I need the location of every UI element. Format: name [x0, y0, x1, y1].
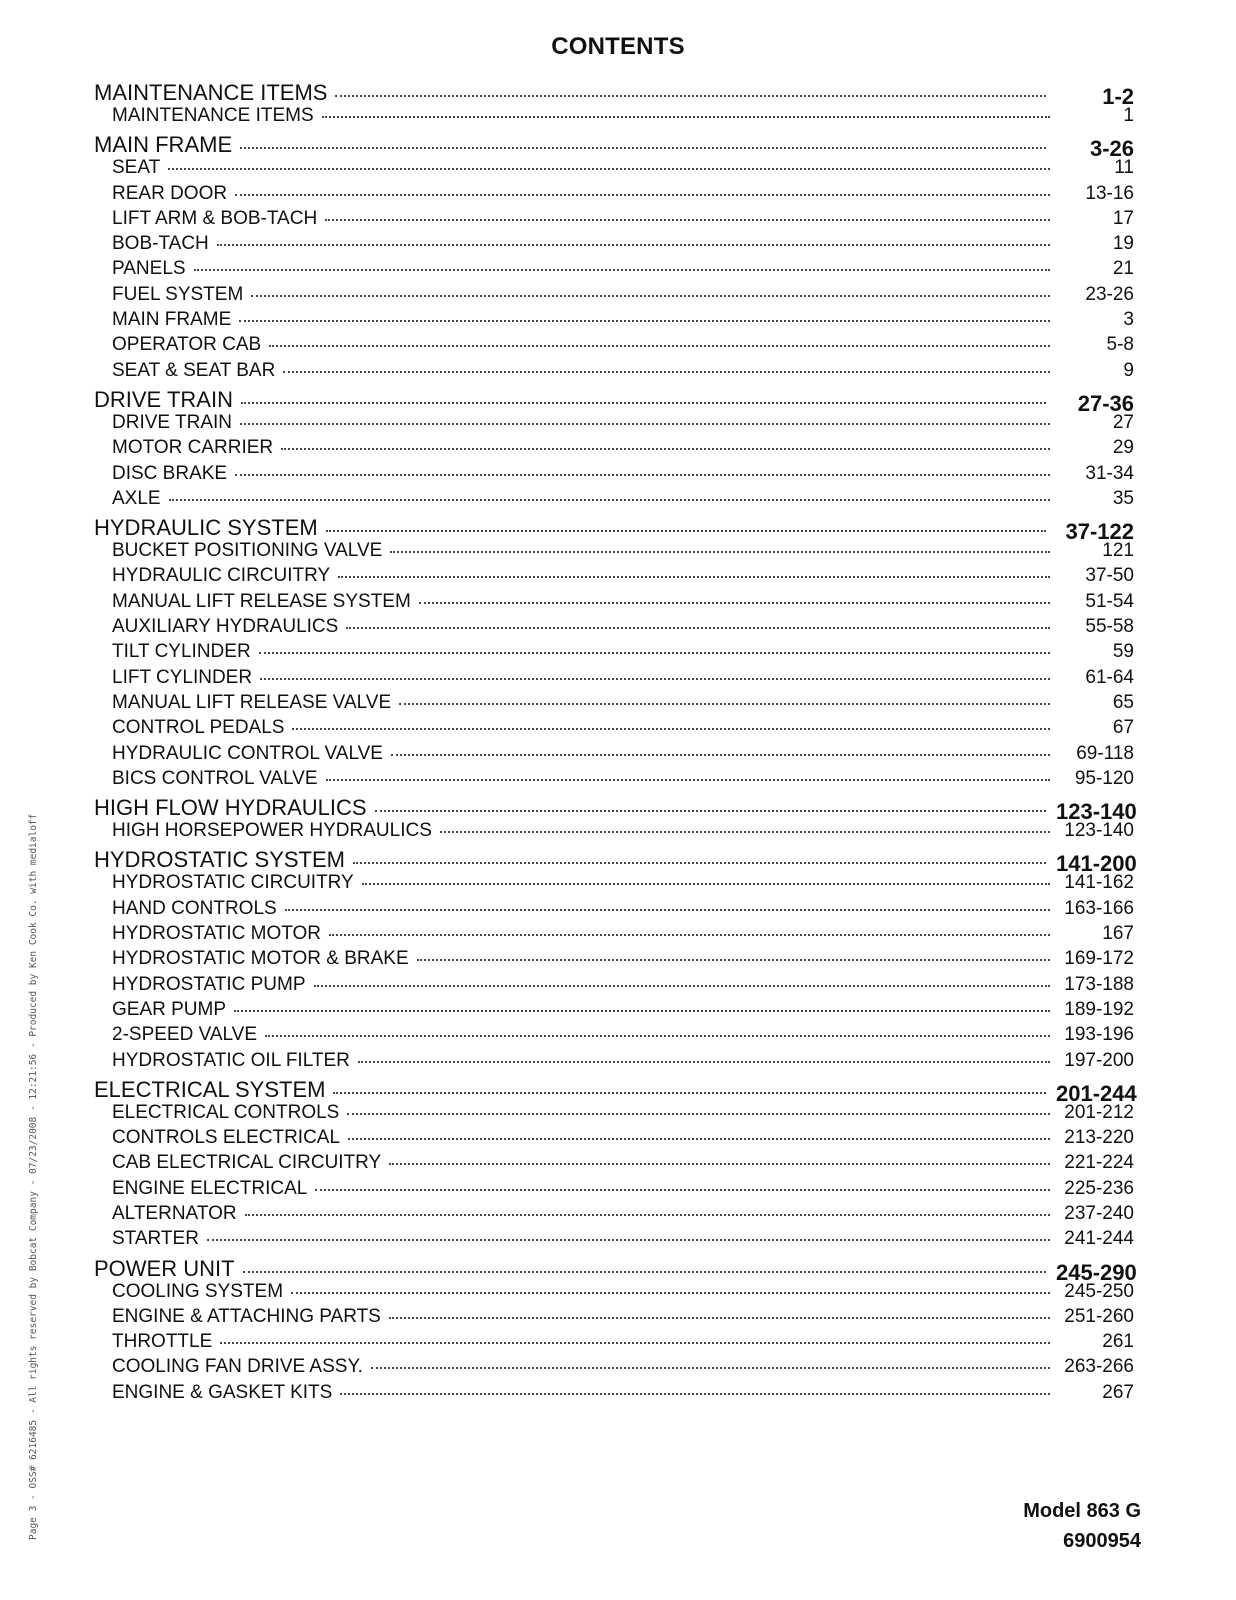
dot-leader	[417, 957, 1050, 961]
toc-section-pages: 27-36	[1077, 390, 1134, 416]
toc-item	[94, 1050, 1134, 1075]
footer-model: Model 863 G	[1023, 1500, 1141, 1522]
toc-item	[94, 820, 1134, 845]
toc-item-pages: 59	[1112, 641, 1134, 663]
toc-item	[94, 641, 1134, 666]
dot-leader	[338, 574, 1050, 578]
toc-item-pages: 123-140	[1064, 820, 1134, 842]
toc-section-pages: 123-140	[1056, 799, 1137, 825]
toc-item-label: REAR DOOR	[112, 182, 228, 204]
toc-item	[94, 923, 1134, 948]
dot-leader	[391, 752, 1050, 756]
dot-leader	[194, 267, 1050, 271]
toc-item-label: MOTOR CARRIER	[112, 437, 274, 459]
toc-item-pages: 193-196	[1064, 1024, 1134, 1046]
dot-leader	[169, 497, 1050, 501]
toc-item-pages: 267	[1102, 1381, 1134, 1403]
toc-section-label: HYDROSTATIC SYSTEM	[94, 847, 345, 873]
toc-item-pages: 29	[1112, 437, 1134, 459]
table-of-contents	[94, 80, 1137, 1407]
toc-section-label: HYDRAULIC SYSTEM	[94, 515, 318, 541]
dot-leader	[168, 166, 1050, 170]
toc-item	[94, 463, 1134, 488]
toc-item-label: BICS CONTROL VALVE	[112, 767, 318, 789]
dot-leader	[269, 343, 1050, 347]
dot-leader	[358, 1059, 1050, 1063]
toc-item-pages: 245-250	[1064, 1280, 1134, 1302]
dot-leader	[251, 293, 1050, 297]
toc-item-label: COOLING FAN DRIVE ASSY.	[112, 1356, 363, 1378]
toc-item	[94, 616, 1134, 641]
dot-leader	[314, 983, 1050, 987]
dot-leader	[240, 421, 1050, 425]
toc-item-label: DISC BRAKE	[112, 462, 228, 484]
toc-item	[94, 974, 1134, 999]
toc-item-label: ELECTRICAL CONTROLS	[112, 1101, 340, 1123]
toc-item	[94, 1102, 1134, 1127]
dot-leader	[440, 829, 1050, 833]
toc-item-label: AXLE	[112, 487, 161, 509]
toc-item-pages: 121	[1102, 540, 1134, 562]
toc-item	[94, 743, 1134, 768]
toc-item	[94, 540, 1134, 565]
toc-item-pages: 51-54	[1085, 590, 1134, 612]
dot-leader	[399, 701, 1050, 705]
toc-item-label: CONTROL PEDALS	[112, 717, 285, 739]
dot-leader	[281, 446, 1050, 450]
toc-item-pages: 251-260	[1064, 1305, 1134, 1327]
dot-leader	[234, 1008, 1050, 1012]
toc-item-pages: 19	[1112, 233, 1134, 255]
dot-leader	[335, 93, 1046, 97]
toc-item-label: ENGINE ELECTRICAL	[112, 1177, 308, 1199]
dot-leader	[220, 1340, 1050, 1344]
side-watermark: Page 3 - OSS# 6216485 - All rights reserved by Bobcat Company - 07/23/2008 - 12:21:56 - Produced by Ken Cook Co. with medialoff	[28, 813, 39, 1540]
toc-item-pages: 3	[1123, 309, 1134, 331]
toc-item-label: SEAT	[112, 157, 161, 179]
dot-leader	[241, 400, 1046, 404]
toc-item-label: HYDROSTATIC MOTOR & BRAKE	[112, 948, 409, 970]
toc-item-label: ALTERNATOR	[112, 1202, 237, 1224]
toc-item-pages: 65	[1112, 691, 1134, 713]
toc-section-pages: 3-26	[1089, 136, 1134, 162]
toc-item-label: PANELS	[112, 258, 186, 280]
toc-item	[94, 1281, 1134, 1306]
dot-leader	[362, 881, 1050, 885]
dot-leader	[346, 625, 1050, 629]
toc-section	[94, 80, 1134, 109]
toc-item-label: LIFT ARM & BOB-TACH	[112, 207, 318, 229]
dot-leader	[419, 600, 1050, 604]
toc-item	[94, 667, 1134, 692]
toc-section	[94, 1255, 1137, 1285]
toc-item	[94, 360, 1134, 385]
toc-item-pages: 37-50	[1085, 565, 1134, 587]
dot-leader	[283, 369, 1050, 373]
toc-item-pages: 141-162	[1064, 872, 1134, 894]
toc-item-pages: 13-16	[1085, 182, 1134, 204]
toc-item	[94, 258, 1134, 283]
toc-item-pages: 67	[1112, 717, 1134, 739]
dot-leader	[292, 726, 1050, 730]
toc-section-label: MAINTENANCE ITEMS	[94, 80, 328, 105]
dot-leader	[285, 907, 1050, 911]
toc-item-label: ENGINE & GASKET KITS	[112, 1381, 333, 1403]
toc-item-pages: 27	[1112, 411, 1134, 433]
toc-section-pages: 1-2	[1102, 84, 1134, 109]
toc-item-label: MAINTENANCE ITEMS	[112, 105, 314, 126]
toc-section-label: DRIVE TRAIN	[94, 386, 233, 412]
dot-leader	[340, 1391, 1050, 1395]
toc-item	[94, 591, 1134, 616]
toc-item-pages: 21	[1112, 258, 1134, 280]
toc-item	[94, 692, 1134, 717]
dot-leader	[348, 1136, 1050, 1140]
toc-item-label: HYDROSTATIC MOTOR	[112, 923, 321, 945]
toc-section-pages: 141-200	[1056, 851, 1137, 877]
toc-item	[94, 1331, 1134, 1356]
toc-item-label: HYDRAULIC CONTROL VALVE	[112, 742, 383, 764]
toc-item	[94, 208, 1134, 233]
footer-part-number: 6900954	[1063, 1530, 1141, 1552]
toc-item-label: MANUAL LIFT RELEASE SYSTEM	[112, 590, 411, 612]
toc-item-label: HYDROSTATIC PUMP	[112, 973, 306, 995]
toc-item-pages: 173-188	[1064, 973, 1134, 995]
toc-item	[94, 1228, 1134, 1253]
toc-item	[94, 1178, 1134, 1203]
toc-item-label: MAIN FRAME	[112, 309, 232, 331]
toc-item-label: COOLING SYSTEM	[112, 1280, 284, 1302]
toc-section	[94, 515, 1134, 545]
dot-leader	[235, 192, 1050, 196]
toc-item	[94, 488, 1134, 513]
toc-section-label: HIGH FLOW HYDRAULICS	[94, 795, 367, 821]
dot-leader	[322, 114, 1050, 118]
dot-leader	[326, 528, 1046, 532]
toc-item-pages: 55-58	[1085, 616, 1134, 638]
toc-item-label: HYDRAULIC CIRCUITRY	[112, 565, 331, 587]
page-title: CONTENTS	[551, 33, 685, 60]
dot-leader	[325, 217, 1050, 221]
toc-item-pages: 167	[1102, 923, 1134, 945]
toc-item	[94, 1203, 1134, 1228]
dot-leader	[239, 318, 1050, 322]
toc-item	[94, 872, 1134, 897]
toc-item	[94, 717, 1134, 742]
toc-item-pages: 17	[1112, 207, 1134, 229]
toc-item-label: ENGINE & ATTACHING PARTS	[112, 1305, 381, 1327]
toc-item	[94, 157, 1134, 182]
toc-item	[94, 183, 1134, 208]
toc-item	[94, 1024, 1134, 1049]
toc-item-pages: 221-224	[1064, 1152, 1134, 1174]
dot-leader	[329, 932, 1050, 936]
toc-item-label: MANUAL LIFT RELEASE VALVE	[112, 691, 392, 713]
toc-item-label: CONTROLS ELECTRICAL	[112, 1127, 341, 1149]
toc-item-pages: 213-220	[1064, 1127, 1134, 1149]
dot-leader	[243, 1269, 1046, 1273]
toc-section-pages: 37-122	[1065, 519, 1134, 545]
toc-item-label: OPERATOR CAB	[112, 334, 262, 356]
toc-item-pages: 169-172	[1064, 948, 1134, 970]
toc-item	[94, 948, 1134, 973]
toc-item-label: THROTTLE	[112, 1331, 213, 1353]
dot-leader	[291, 1290, 1050, 1294]
toc-item-label: LIFT CYLINDER	[112, 666, 253, 688]
dot-leader	[375, 808, 1046, 812]
toc-item-pages: 5-8	[1106, 334, 1134, 356]
dot-leader	[371, 1365, 1050, 1369]
dot-leader	[240, 145, 1046, 149]
dot-leader	[389, 1161, 1050, 1165]
toc-item	[94, 565, 1134, 590]
toc-item-pages: 61-64	[1085, 666, 1134, 688]
toc-item-label: BUCKET POSITIONING VALVE	[112, 540, 383, 562]
toc-item	[94, 1127, 1134, 1152]
toc-item-label: GEAR PUMP	[112, 998, 227, 1020]
dot-leader	[217, 242, 1050, 246]
toc-item	[94, 309, 1134, 334]
toc-item-label: HYDROSTATIC OIL FILTER	[112, 1049, 350, 1071]
toc-item-pages: 35	[1112, 487, 1134, 509]
toc-item-pages: 225-236	[1064, 1177, 1134, 1199]
dot-leader	[259, 650, 1050, 654]
toc-item-pages: 263-266	[1064, 1356, 1134, 1378]
toc-item	[94, 412, 1134, 437]
toc-item-pages: 189-192	[1064, 998, 1134, 1020]
toc-item-label: AUXILIARY HYDRAULICS	[112, 616, 339, 638]
toc-item-label: BOB-TACH	[112, 233, 209, 255]
toc-item-pages: 197-200	[1064, 1049, 1134, 1071]
toc-item	[94, 437, 1134, 462]
toc-item-pages: 31-34	[1085, 462, 1134, 484]
toc-section-pages: 245-290	[1056, 1259, 1137, 1285]
toc-section	[94, 847, 1137, 877]
dot-leader	[245, 1212, 1050, 1216]
toc-item-pages: 1	[1123, 105, 1134, 126]
toc-item-label: SEAT & SEAT BAR	[112, 359, 276, 381]
toc-item-label: STARTER	[112, 1228, 199, 1250]
toc-item	[94, 898, 1134, 923]
toc-item-pages: 201-212	[1064, 1101, 1134, 1123]
dot-leader	[265, 1033, 1050, 1037]
dot-leader	[326, 777, 1050, 781]
toc-item-label: HIGH HORSEPOWER HYDRAULICS	[112, 820, 432, 842]
toc-item	[94, 233, 1134, 258]
toc-section	[94, 795, 1137, 825]
toc-item-label: HAND CONTROLS	[112, 897, 277, 919]
toc-section-label: MAIN FRAME	[94, 132, 233, 158]
dot-leader	[353, 860, 1046, 864]
toc-item-pages: 241-244	[1064, 1228, 1134, 1250]
toc-item	[94, 284, 1134, 309]
toc-item-label: DRIVE TRAIN	[112, 411, 233, 433]
toc-item	[94, 105, 1134, 130]
toc-item	[94, 334, 1134, 359]
toc-item-pages: 261	[1102, 1331, 1134, 1353]
dot-leader	[235, 472, 1050, 476]
dot-leader	[315, 1187, 1050, 1191]
toc-item	[94, 768, 1134, 793]
toc-item-label: 2-SPEED VALVE	[112, 1024, 258, 1046]
toc-item-pages: 11	[1114, 157, 1134, 179]
dot-leader	[207, 1237, 1050, 1241]
toc-item-pages: 237-240	[1064, 1202, 1134, 1224]
toc-item-label: CAB ELECTRICAL CIRCUITRY	[112, 1152, 382, 1174]
toc-item	[94, 1382, 1134, 1407]
toc-section	[94, 1076, 1137, 1106]
toc-item-label: HYDROSTATIC CIRCUITRY	[112, 872, 354, 894]
toc-section	[94, 132, 1134, 162]
toc-item	[94, 1306, 1134, 1331]
dot-leader	[333, 1090, 1046, 1094]
toc-item-label: TILT CYLINDER	[112, 641, 251, 663]
toc-item	[94, 999, 1134, 1024]
toc-section-label: POWER UNIT	[94, 1255, 235, 1281]
dot-leader	[390, 549, 1050, 553]
toc-section	[94, 386, 1134, 416]
toc-section-label: ELECTRICAL SYSTEM	[94, 1076, 326, 1102]
toc-item-pages: 9	[1123, 359, 1134, 381]
toc-item	[94, 1152, 1134, 1177]
dot-leader	[389, 1315, 1050, 1319]
toc-section-pages: 201-244	[1056, 1080, 1137, 1106]
toc-item-pages: 163-166	[1064, 897, 1134, 919]
toc-item-pages: 69-118	[1076, 742, 1134, 764]
toc-item	[94, 1356, 1134, 1381]
dot-leader	[347, 1111, 1050, 1115]
toc-item-label: FUEL SYSTEM	[112, 283, 244, 305]
dot-leader	[260, 676, 1050, 680]
toc-item-pages: 23-26	[1085, 283, 1134, 305]
toc-item-pages: 95-120	[1074, 767, 1134, 789]
